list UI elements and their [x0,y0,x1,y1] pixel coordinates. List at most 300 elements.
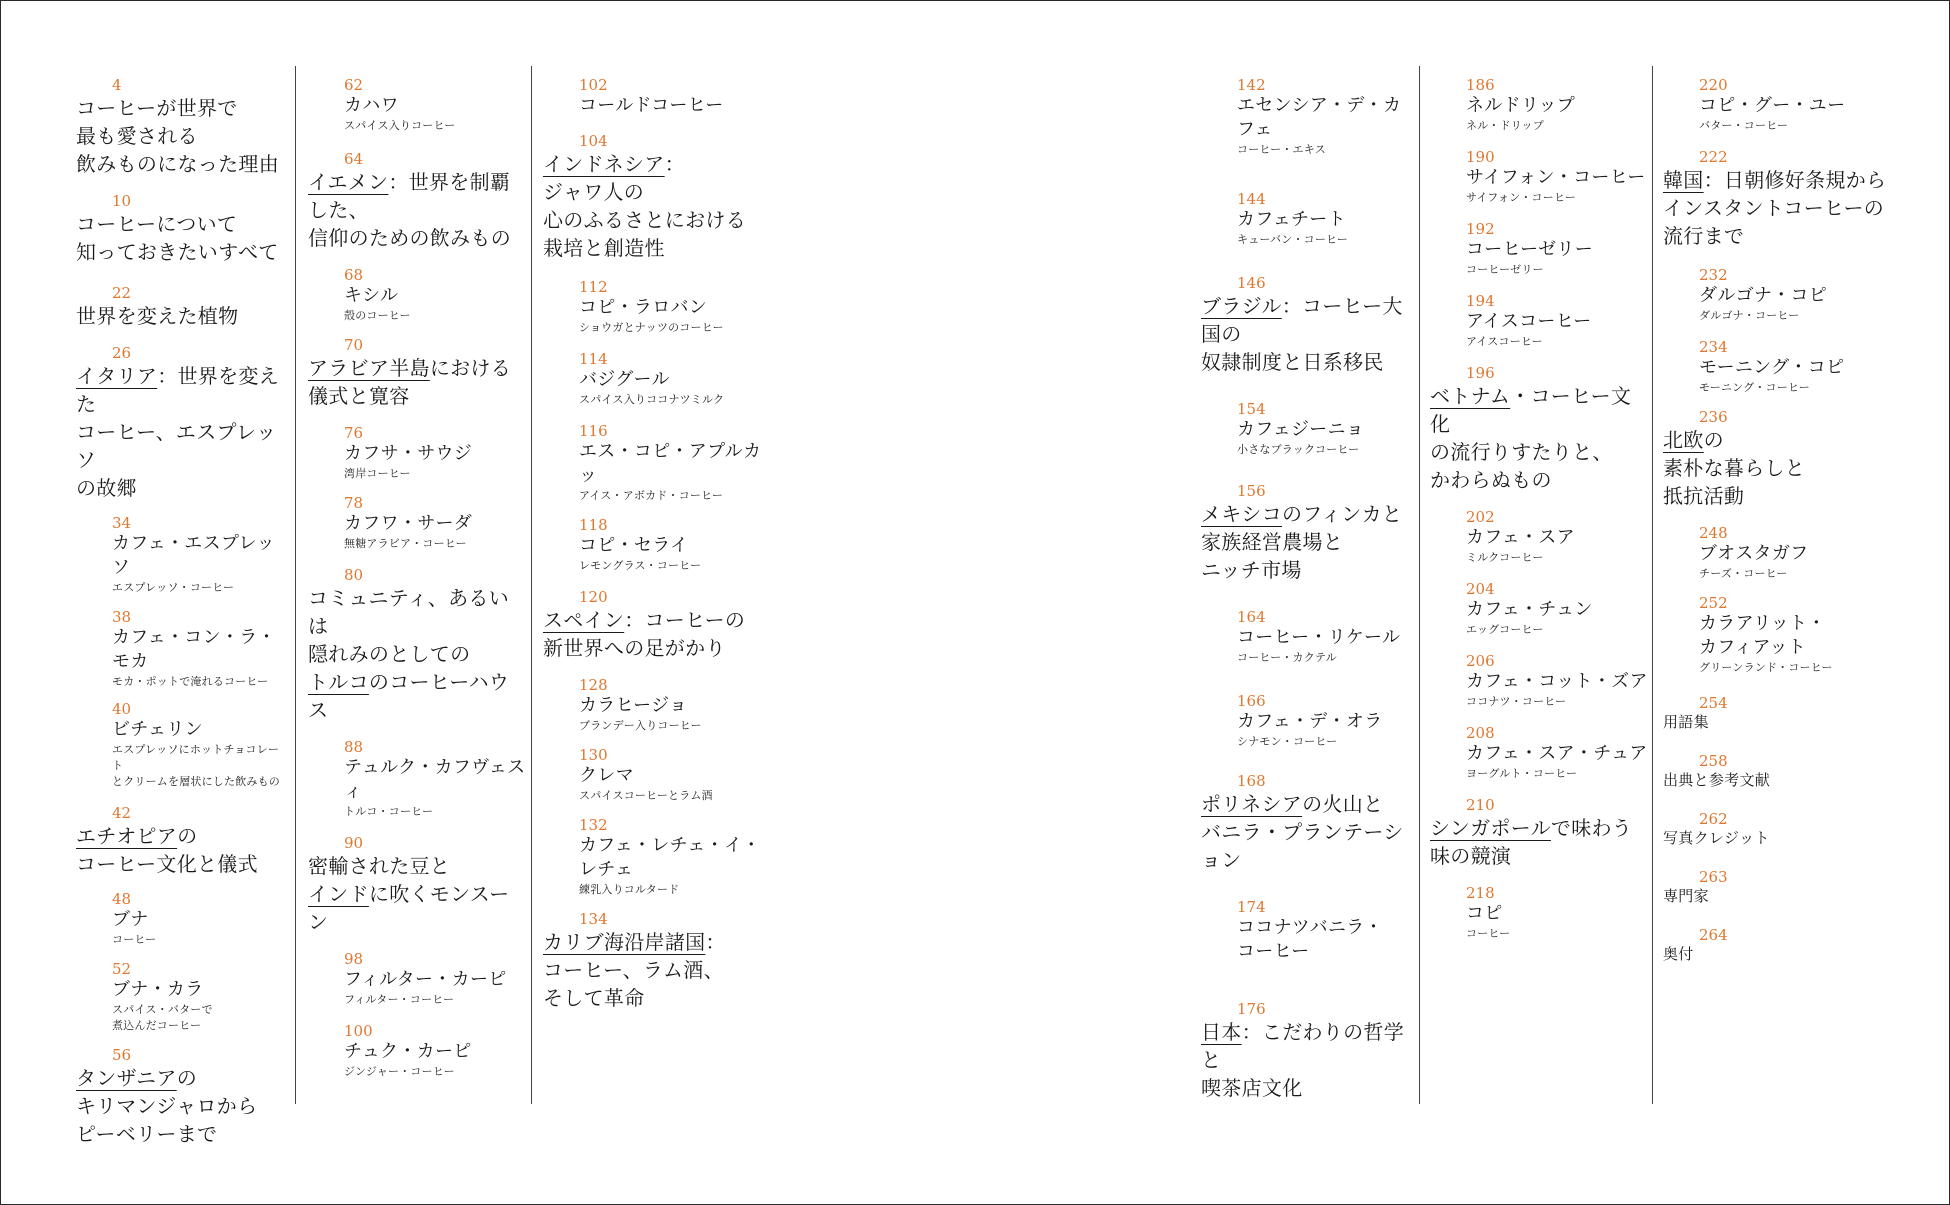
entry-subtitle: ココナツ・コーヒー [1466,695,1567,708]
entry-title [308,852,528,936]
toc-chapter[interactable] [543,910,773,1012]
entry-title [1466,94,1650,118]
entry-title [76,302,286,330]
entry-title [543,150,773,262]
toc-item[interactable] [1237,692,1416,750]
entry-title [344,1040,528,1064]
toc-item[interactable] [344,950,528,1008]
entry-subtitle: ジンジャー・コーヒー [344,1065,455,1078]
toc-chapter[interactable] [76,76,286,178]
entry-subtitle: スパイス入りコーヒー [344,119,456,132]
page-number: 262 [1699,810,1728,828]
entry-subtitle: エスプレッソ・コーヒー [112,581,235,594]
title-text: カフェ・エスプレッソ [112,533,275,578]
page-number: 144 [1237,190,1266,208]
title-text: の キリマンジャロから ピーベリーまで [76,1066,258,1146]
page-number: 90 [344,834,364,852]
page-number: 104 [579,132,608,150]
entry-title [112,532,286,580]
entry-subtitle: グリーンランド・コーヒー [1699,661,1833,674]
title-text: カフェ・コット・ズア [1466,671,1648,692]
toc-item[interactable] [344,494,528,552]
entry-title [1699,356,1893,380]
page-number: 192 [1466,220,1495,238]
toc-chapter[interactable] [1430,796,1650,870]
page-number: 248 [1699,524,1728,542]
country-link: ブラジル [1201,294,1282,318]
page-number: 234 [1699,338,1728,356]
toc-item[interactable] [344,1022,528,1080]
page-number: 263 [1699,868,1728,886]
country-link: タンザニア [76,1066,177,1090]
entry-title [1466,742,1650,766]
entry-title [1237,916,1416,964]
title-text: サイフォン・コーヒー [1466,167,1646,188]
toc-chapter[interactable] [308,834,528,936]
toc-item[interactable] [112,700,286,790]
country-link: インドネシア [543,152,665,176]
page-number: 166 [1237,692,1266,710]
title-text: カフェ・スア [1466,527,1575,548]
toc-backmatter[interactable] [1663,752,1893,790]
entry-title [1663,886,1893,906]
title-text: ：コーヒー大国の 奴隷制度と日系移民 [1201,294,1403,374]
title-text: ブナ [112,909,149,930]
page-number: 236 [1699,408,1728,426]
toc-chapter[interactable] [1430,364,1650,494]
entry-subtitle: ブランデー入りコーヒー [579,719,702,732]
toc-item[interactable] [579,350,773,408]
entry-title [112,978,286,1002]
title-text: ・コーヒー文化 の流行りすたりと、 かわらぬもの [1430,384,1632,492]
entry-subtitle: エスプレッソにホットチョコレート とクリームを層状にした飲みもの [112,743,280,788]
page-number: 80 [344,566,364,584]
title-text: コピ・ラロバン [579,297,708,318]
entry-title [1466,902,1650,926]
toc-item[interactable] [1699,266,1893,324]
entry-title [1699,542,1893,566]
title-text: ココナツバニラ・ コーヒー [1237,917,1383,962]
entry-subtitle: トルコ・コーヒー [344,805,434,818]
entry-title [1699,612,1893,660]
toc-item[interactable] [344,76,528,134]
country-link: ベトナム [1430,384,1511,408]
page-number: 218 [1466,884,1495,902]
toc-item[interactable] [579,676,773,734]
entry-subtitle: コーヒーゼリー [1466,263,1544,276]
toc-chapter[interactable] [308,336,528,410]
toc-chapter[interactable] [1201,772,1416,874]
country-link: イエメン [308,170,389,194]
entry-title [344,442,528,466]
page-number: 146 [1237,274,1266,292]
title-text: 世界を変えた植物 [76,304,239,328]
title-text: エセンシア・デ・カフェ [1237,95,1402,140]
toc-item[interactable] [1237,608,1416,666]
title-text: における 儀式と寛容 [308,356,512,408]
page-number: 174 [1237,898,1266,916]
entry-title [579,534,773,558]
title-text: フィルター・カーピ [344,969,507,990]
entry-subtitle: モーニング・コーヒー [1699,381,1810,394]
title-text: ： ジャワ人の 心のふるさとにおける 栽培と創造性 [543,152,746,260]
title-text: カフェ・デ・オラ [1237,711,1383,732]
title-text: で味わう 味の競演 [1430,816,1633,868]
toc-item[interactable] [579,76,773,118]
title-text: コーヒー・リケール [1237,627,1401,648]
page-number: 202 [1466,508,1495,526]
toc-item[interactable] [579,516,773,574]
entry-subtitle: 無糖アラビア・コーヒー [344,537,467,550]
toc-item[interactable] [1466,724,1650,782]
page-number: 76 [344,424,364,442]
toc-item[interactable] [1466,148,1650,206]
entry-title [1466,310,1650,334]
toc-chapter[interactable] [76,804,286,878]
page-number: 196 [1466,364,1495,382]
page-number: 88 [344,738,364,756]
entry-title [308,354,528,410]
entry-title [76,210,286,266]
page-number: 4 [112,76,122,94]
country-link: スペイン [543,608,625,632]
toc-item[interactable] [1237,190,1416,248]
entry-subtitle: キューバン・コーヒー [1237,233,1349,246]
page-number: 220 [1699,76,1728,94]
page-number: 208 [1466,724,1495,742]
entry-title [579,694,773,718]
entry-subtitle: スパイスコーヒーとラム酒 [579,789,713,802]
entry-title [543,606,773,662]
entry-title [1430,382,1650,494]
entry-title [1663,828,1893,848]
entry-subtitle: ミルクコーヒー [1466,551,1544,564]
entry-subtitle: 殻のコーヒー [344,309,411,322]
entry-subtitle: 練乳入りコルタード [579,883,680,896]
title-text: ブナ・カラ [112,979,204,1000]
entry-title [344,284,528,308]
entry-subtitle: レモングラス・コーヒー [579,559,702,572]
column-divider [1652,66,1653,1104]
toc-chapter[interactable] [543,132,773,262]
title-text: キシル [344,285,399,306]
entry-subtitle: コーヒー [112,933,157,946]
toc-chapter[interactable] [76,1046,286,1148]
toc-item[interactable] [1699,76,1893,134]
page-number: 134 [579,910,608,928]
toc-chapter[interactable] [308,150,528,252]
country-link: 北欧 [1663,428,1704,452]
page-number: 156 [1237,482,1266,500]
title-text: の 素朴な暮らしと 抵抗活動 [1663,428,1806,508]
title-text: 出典と参考文献 [1663,771,1771,789]
title-text: に吹くモンスーン [308,882,510,934]
country-link: 日本 [1201,1020,1242,1044]
entry-title [579,368,773,392]
page-number: 22 [112,284,132,302]
page-number: 62 [344,76,364,94]
page-number: 118 [579,516,608,534]
title-text: カハワ [344,95,399,116]
entry-subtitle: アイスコーヒー [1466,335,1543,348]
country-link: ポリネシア [1201,792,1303,816]
title-text: モーニング・コピ [1699,357,1845,378]
entry-subtitle: スパイス入りココナツミルク [579,393,725,406]
entry-subtitle: ネル・ドリップ [1466,119,1544,132]
title-text: カフェ・コン・ラ・モカ [112,627,276,672]
entry-title [76,94,286,178]
entry-title [1466,598,1650,622]
country-link: 韓国 [1663,168,1704,192]
toc-item[interactable] [344,424,528,482]
title-text: 用語集 [1663,713,1709,731]
title-text: のフィンカと 家族経営農場と ニッチ市場 [1201,502,1403,582]
entry-subtitle: スパイス・バターで 煮込んだコーヒー [112,1003,213,1032]
toc-item[interactable] [1237,400,1416,458]
toc-item[interactable] [1699,594,1893,676]
title-text: クレマ [579,765,634,786]
entry-subtitle: ヨーグルト・コーヒー [1466,767,1578,780]
title-text: カフェジーニョ [1237,419,1365,440]
toc-backmatter[interactable] [1663,868,1893,906]
title-text: チュク・カーピ [344,1041,472,1062]
entry-title [579,834,773,882]
page-number: 98 [344,950,364,968]
entry-subtitle: バター・コーヒー [1699,119,1789,132]
page-number: 194 [1466,292,1495,310]
entry-title [1663,426,1893,510]
toc-item[interactable] [579,746,773,804]
entry-title [1201,790,1416,874]
title-text: コーヒーについて 知っておきたいすべて [76,212,279,264]
toc-item[interactable] [579,278,773,336]
entry-title [579,296,773,320]
page-number: 52 [112,960,132,978]
toc-chapter[interactable] [1201,1000,1416,1102]
entry-title [579,94,773,118]
toc-chapter[interactable] [76,284,286,330]
toc-item[interactable] [1466,220,1650,278]
entry-title [308,584,528,724]
toc-chapter[interactable] [1201,274,1416,376]
page-number: 26 [112,344,132,362]
country-link: メキシコ [1201,502,1282,526]
toc-backmatter[interactable] [1663,810,1893,848]
toc-chapter[interactable] [308,566,528,724]
title-text: の火山と バニラ・プランテーション [1201,792,1404,872]
page-number: 164 [1237,608,1266,626]
entry-title [1237,626,1416,650]
toc-item[interactable] [1466,652,1650,710]
title-text: のコーヒーハウス [308,670,510,722]
toc-item[interactable] [1466,884,1650,942]
page-number: 204 [1466,580,1495,598]
toc-chapter[interactable] [76,344,286,502]
toc-item[interactable] [1466,76,1650,134]
page-number: 102 [579,76,608,94]
entry-title [1237,208,1416,232]
toc-column-5 [1430,62,1650,942]
toc-item[interactable] [112,514,286,596]
title-text: カフェ・スア・チュア [1466,743,1648,764]
title-text: カフェ・チュン [1466,599,1593,620]
toc-chapter[interactable] [543,588,773,662]
page-number: 130 [579,746,608,764]
entry-title [112,718,286,742]
page-number: 120 [579,588,608,606]
entry-subtitle: シナモン・コーヒー [1237,735,1338,748]
toc-item[interactable] [1237,76,1416,158]
entry-title [344,756,528,804]
title-text: 奥付 [1663,945,1694,963]
page-number: 132 [579,816,608,834]
title-text: コピ・セライ [579,535,689,556]
title-text: ：日朝修好条規から インスタントコーヒーの 流行まで [1663,168,1887,248]
entry-subtitle: ショウガとナッツのコーヒー [579,321,724,334]
page-number: 232 [1699,266,1728,284]
title-text: コーヒーゼリー [1466,239,1594,260]
page-number: 252 [1699,594,1728,612]
title-text: ：こだわりの哲学と 喫茶店文化 [1201,1020,1405,1100]
country-link: トルコ [308,670,369,694]
toc-column-4 [1201,62,1416,1102]
country-link: イタリア [76,364,158,388]
page-number: 254 [1699,694,1728,712]
entry-title [1201,500,1416,584]
entry-title [1466,166,1650,190]
page-number: 186 [1466,76,1495,94]
entry-title [1466,526,1650,550]
entry-title [1201,292,1416,376]
page-number: 38 [112,608,132,626]
title-text: コールドコーヒー [579,95,724,116]
page-number: 78 [344,494,364,512]
country-link: エチオピア [76,824,178,848]
page-number: 168 [1237,772,1266,790]
toc-item[interactable] [1466,292,1650,350]
title-text: カラヒージョ [579,695,688,716]
page-number: 222 [1699,148,1728,166]
page-number: 68 [344,266,364,284]
toc-item[interactable] [1466,580,1650,638]
entry-title [76,822,286,878]
toc-column-3 [543,62,773,1012]
entry-title [1466,238,1650,262]
page-number: 100 [344,1022,373,1040]
country-link: アラビア半島 [308,356,430,380]
entry-subtitle: アイス・アボカド・コーヒー [579,489,724,502]
entry-subtitle: モカ・ポットで淹れるコーヒー [112,675,269,688]
toc-item[interactable] [579,816,773,898]
page-number: 264 [1699,926,1728,944]
toc-item[interactable] [1699,524,1893,582]
entry-title [1699,94,1893,118]
entry-title [1663,166,1893,250]
toc-column-2 [308,62,528,1080]
title-prefix: コミュニティ、あるいは 隠れみのとしての [308,586,509,666]
title-text: ダルゴナ・コピ [1699,285,1828,306]
page-number: 42 [112,804,132,822]
entry-title [1201,1018,1416,1102]
toc-backmatter[interactable] [1663,926,1893,964]
entry-title [1466,670,1650,694]
toc-item[interactable] [1699,338,1893,396]
toc-chapter[interactable] [1201,482,1416,584]
page-number: 64 [344,150,364,168]
title-text: カラアリット・ カフィアット [1699,613,1826,658]
title-text: カフェチート [1237,209,1346,230]
toc-chapter[interactable] [1663,408,1893,510]
entry-title [112,626,286,674]
title-text: 専門家 [1663,887,1709,905]
title-text: ネルドリップ [1466,95,1576,116]
column-divider [531,66,532,1104]
toc-item[interactable] [112,608,286,690]
title-text: エス・コピ・アプルカッ [579,441,762,486]
title-text: 写真クレジット [1663,829,1770,847]
entry-subtitle: ダルゴナ・コーヒー [1699,309,1800,322]
column-divider [295,66,296,1104]
toc-item[interactable] [1237,898,1416,964]
title-prefix: 密輸された豆と [308,854,451,878]
title-text: バジグール [579,369,670,390]
entry-subtitle: サイフォン・コーヒー [1466,191,1576,204]
page-number: 176 [1237,1000,1266,1018]
title-text: ：コーヒーの 新世界への足がかり [543,608,746,660]
entry-subtitle: コーヒー・カクテル [1237,651,1337,664]
entry-subtitle: コーヒー [1466,927,1511,940]
toc-item[interactable] [112,890,286,948]
page-number: 112 [579,278,608,296]
entry-subtitle: チーズ・コーヒー [1699,567,1788,580]
title-text: ：世界を変えた コーヒー、エスプレッソ の故郷 [76,364,280,500]
entry-title [1699,284,1893,308]
page-number: 70 [344,336,364,354]
toc-backmatter[interactable] [1663,694,1893,732]
entry-subtitle: 小さなブラックコーヒー [1237,443,1360,456]
title-text: カフェ・レチェ・イ・ レチェ [579,835,761,880]
title-text: ：世界を制覇した、 信仰のための飲みもの [308,170,511,250]
title-text: ： コーヒー、ラム酒、 そして革命 [543,930,726,1010]
toc-item[interactable] [344,266,528,324]
entry-subtitle: コーヒー・エキス [1237,143,1326,156]
entry-title [1663,944,1893,964]
entry-title [543,928,773,1012]
toc-chapter[interactable] [76,192,286,266]
entry-subtitle: エッグコーヒー [1466,623,1544,636]
page-number: 154 [1237,400,1266,418]
page-number: 210 [1466,796,1495,814]
entry-title [1663,712,1893,732]
toc-item[interactable] [1466,508,1650,566]
title-text: カフワ・サーダ [344,513,473,534]
title-text: テュルク・カフヴェスィ [344,757,526,802]
toc-chapter[interactable] [1663,148,1893,250]
title-text: ブオスタガフ [1699,543,1809,564]
title-text: コーヒーが世界で 最も愛される 飲みものになった理由 [76,96,279,176]
entry-title [1663,770,1893,790]
page-number: 128 [579,676,608,694]
toc-column-6 [1663,62,1893,964]
toc-item[interactable] [344,738,528,820]
entry-subtitle: 湾岸コーヒー [344,467,411,480]
toc-item[interactable] [579,422,773,504]
country-link: カリブ海沿岸諸国 [543,930,706,954]
entry-title [112,908,286,932]
entry-title [579,440,773,488]
column-divider [1419,66,1420,1104]
toc-item[interactable] [112,960,286,1034]
